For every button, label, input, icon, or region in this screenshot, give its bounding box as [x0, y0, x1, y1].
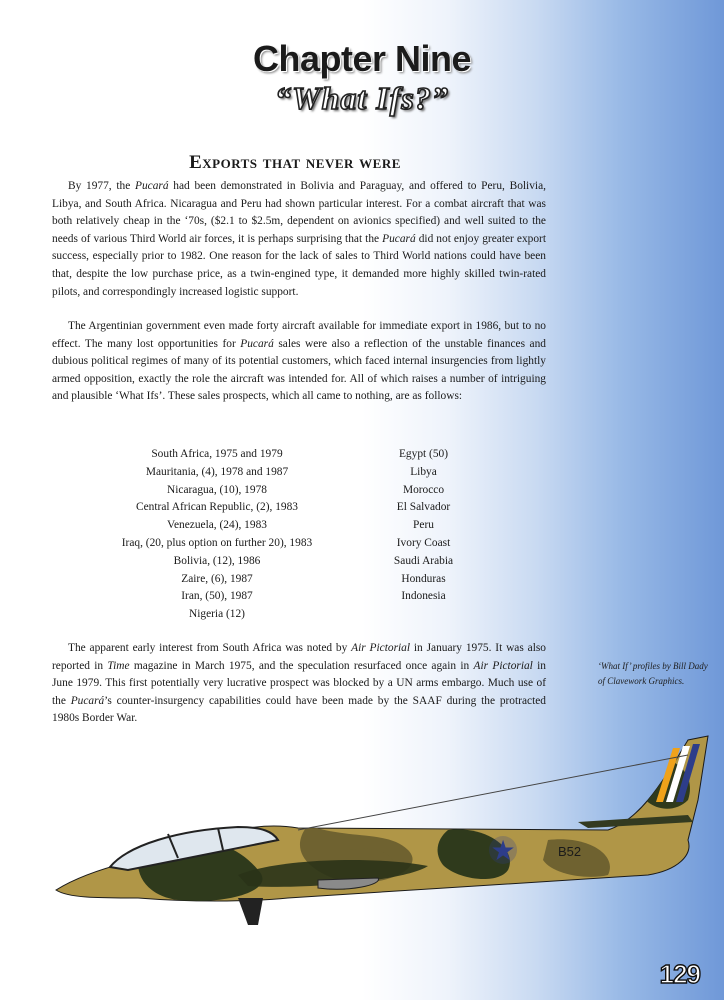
prospect-item: Indonesia: [401, 590, 446, 603]
prospect-item: Nigeria (12): [189, 608, 245, 621]
landing-gear: [238, 898, 263, 925]
prospect-item: El Salvador: [396, 501, 451, 514]
prospect-list-right: [366, 446, 481, 606]
italic-title: Air Pictorial: [351, 642, 411, 654]
prospect-item: Venezuela, (24), 1983: [167, 519, 267, 532]
paragraph-1: [52, 178, 546, 301]
page-number: 129: [659, 959, 700, 989]
paragraph-3: [52, 640, 546, 728]
paragraph-text: The Argentinian government even made forty aircraft available for immediate export in 1986, but to no effect. The many lost opportunities for Pucará sales were also a reflection of the unstable finances and dubious political regimes of many of its potential customers, which faced internal insurgencies from lightly armed opposition, exactly the role the aircraft was intended for. All of which raises a number of intriguing and plausible ‘What Ifs’. These sales prospects, which all came to nothing, are as follows:: [52, 320, 546, 403]
prospect-item: Morocco: [402, 483, 445, 496]
prospect-item: Ivory Coast: [396, 536, 451, 549]
prospect-item: South Africa, 1975 and 1979: [151, 448, 283, 460]
prospect-item: Peru: [413, 519, 434, 532]
chapter-subtitle: “What Ifs?”: [275, 80, 449, 116]
prospect-item: Egypt (50): [398, 448, 449, 460]
paragraph-text: The apparent early interest from South Africa was noted by Air Pictorial in January 1975. It was also reported in Time magazine in March 1975, and the speculation resurfaced once again in Air Pictorial in June 1979. This first potentially very lucrative prospect was blocked by a UN arms embargo. Much use of the Pucará’s counter-insurgency capabilities could have been made by the SAAF during the protracted 1980s Border War.: [52, 642, 547, 725]
prospect-item: Central African Republic, (2), 1983: [136, 501, 298, 514]
italic-title: Air Pictorial: [473, 659, 533, 672]
paragraph-text: By 1977, the Pucará had been demonstrated in Bolivia and Paraguay, and offered to Peru, Bolivia, Libya, and South Africa. Nicaragua and Peru had shown particular interest. For a combat aircraft that was both relatively cheap in the ‘70s, ($2.1 to $2.5m, dependent on avionics specified) and well suited to the needs of various Third World air forces, it is perhaps surprising that the Pucará did not enjoy greater export success, especially prior to 1982. One reason for the lack of sales to Third World nations could have been that, despite the low purchase price, as a twin-engined type, it demanded more highly skilled twin-rated pilots, and correspondingly increased logistic support.: [52, 180, 546, 298]
italic-title: Pucará: [135, 180, 169, 192]
italic-title: Pucará: [240, 337, 274, 350]
prospect-item: Libya: [410, 465, 437, 478]
prospect-item: Bolivia, (12), 1986: [173, 554, 261, 567]
prospect-item: Honduras: [401, 572, 446, 585]
prospect-item: Nicaragua, (10), 1978: [167, 483, 267, 496]
prospect-list-left: [52, 446, 382, 624]
italic-title: Time: [107, 659, 130, 672]
prospect-item: Iran, (50), 1987: [181, 590, 253, 603]
tail-code: B52: [558, 844, 582, 859]
prospect-item: Saudi Arabia: [393, 554, 454, 567]
image-caption: ‘What If’ profiles by Bill Dady of Clavework Graphics.: [598, 661, 708, 686]
pucara-aircraft-profile: [48, 730, 724, 955]
italic-title: Pucará: [70, 694, 105, 707]
prospect-item: Mauritania, (4), 1978 and 1987: [145, 465, 289, 478]
italic-title: Pucará: [382, 232, 416, 245]
prospect-item: Zaire, (6), 1987: [181, 572, 253, 585]
section-heading: Exports that never were: [189, 152, 401, 173]
prospect-item: Iraq, (20, plus option on further 20), 1983: [121, 536, 313, 549]
roundel-star: ★: [490, 834, 516, 867]
paragraph-2: [52, 318, 546, 406]
chapter-title: Chapter Nine: [252, 38, 472, 79]
